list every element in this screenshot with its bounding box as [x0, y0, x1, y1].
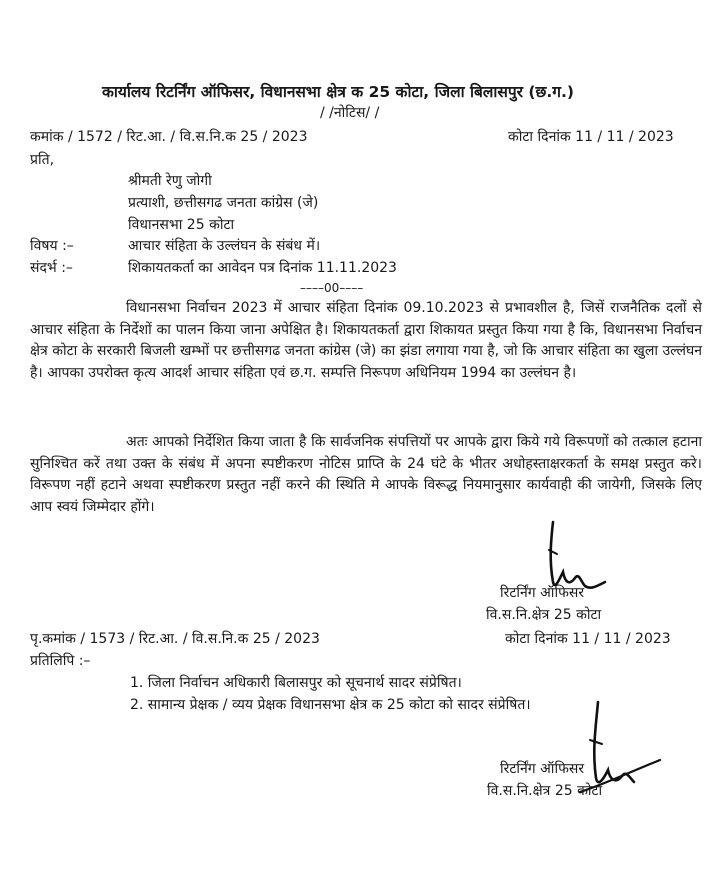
document-title: कार्यालय रिटर्निंग ऑफिसर, विधानसभा क्षेत्र क 25 कोटा, जिला बिलासपुर (छ.ग.) [102, 83, 574, 101]
copy-reference-number: पृ.कमांक / 1573 / रिट.आ. / वि.स.नि.क 25 / 2023 [30, 631, 320, 647]
addressee-name: श्रीमती रेणु जोगी [128, 173, 212, 189]
copy-reference-date: कोटा दिनांक 11 / 11 / 2023 [505, 631, 671, 647]
signatory-office: वि.स.नि.क्षेत्र 25 कोटा [486, 607, 602, 623]
copy-label: प्रतिलिपि :– [30, 653, 91, 669]
addressee-prefix: प्रति, [30, 152, 55, 168]
addressee-constituency: विधानसभा 25 कोटा [128, 217, 235, 233]
reference-label: संदर्भ :– [30, 260, 73, 276]
body-paragraph-2-text: अतः आपको निर्देशित किया जाता है कि सार्वजनिक संपत्तियों पर आपके द्वारा किये गये विरूपणों को तत्काल हटाना सुनिश्चित करें तथा उक्त के संबंध में अपना स्पष्टीकरण नोटिस प्राप्ति के 24 घंटे के भीतर अधोहस्ताक्षरकर्ता के समक्ष प्रस्तुत करे। विरूपण नहीं हटाने अथवा स्पष्टीकरण प्रस्तुत नहीं करने की स्थिति मे आपके विरूद्ध नियमानुसार कार्यवाही की जायेगी, जिसके लिए आप स्वयं जिम्मेदार होंगे। [30, 434, 702, 515]
copy-item-1: 1. जिला निर्वाचन अधिकारी बिलासपुर को सूचनार्थ सादर संप्रेषित। [130, 675, 462, 691]
divider: ––––00–––– [300, 281, 364, 295]
subject-text: आचार संहिता के उल्लंघन के संबंध में। [128, 238, 321, 254]
reference-text: शिकायतकर्ता का आवेदन पत्र दिनांक 11.11.2023 [128, 260, 397, 276]
signatory-title-2: रिटर्निंग ऑफिसर [500, 761, 585, 777]
signatory-office-2: वि.स.नि.क्षेत्र 25 कोटा [487, 783, 603, 799]
addressee-designation: प्रत्याशी, छत्तीसगढ जनता कांग्रेस (जे) [128, 195, 319, 211]
reference-number: कमांक / 1572 / रिट.आ. / वि.स.नि.क 25 / 2023 [30, 129, 308, 145]
notice-heading: / /नोटिस/ / [320, 105, 380, 121]
signatory-title: रिटर्निंग ऑफिसर [500, 585, 585, 601]
copy-item-2: 2. सामान्य प्रेक्षक / व्यय प्रेक्षक विधानसभा क्षेत्र क 25 कोटा को सादर संप्रेषित। [130, 697, 531, 713]
body-paragraph-1 [30, 298, 702, 384]
body-paragraph-1-text: विधानसभा निर्वाचन 2023 में आचार संहिता दिनांक 09.10.2023 से प्रभावशील है, जिसें राजनैतिक दलों से आचार संहिता के निर्देशों का पालन किया जाना अपेक्षित है। शिकायतकर्ता द्वारा शिकायत प्रस्तुत किया गया है कि, विधानसभा निर्वाचन क्षेत्र कोटा के सरकारी बिजली खम्भों पर छत्तीसगढ जनता कांग्रेस (जे) का झंडा लगाया गया है, जो कि आचार संहिता का खुला उल्लंघन है। आपका उपरोक्त कृत्य आदर्श आचार संहिता एवं छ.ग. सम्पत्ति निरूपण अधिनियम 1994 का उल्लंघन है। [30, 300, 702, 381]
body-paragraph-2 [30, 432, 702, 518]
reference-date: कोटा दिनांक 11 / 11 / 2023 [508, 129, 674, 145]
subject-label: विषय :– [30, 238, 74, 254]
